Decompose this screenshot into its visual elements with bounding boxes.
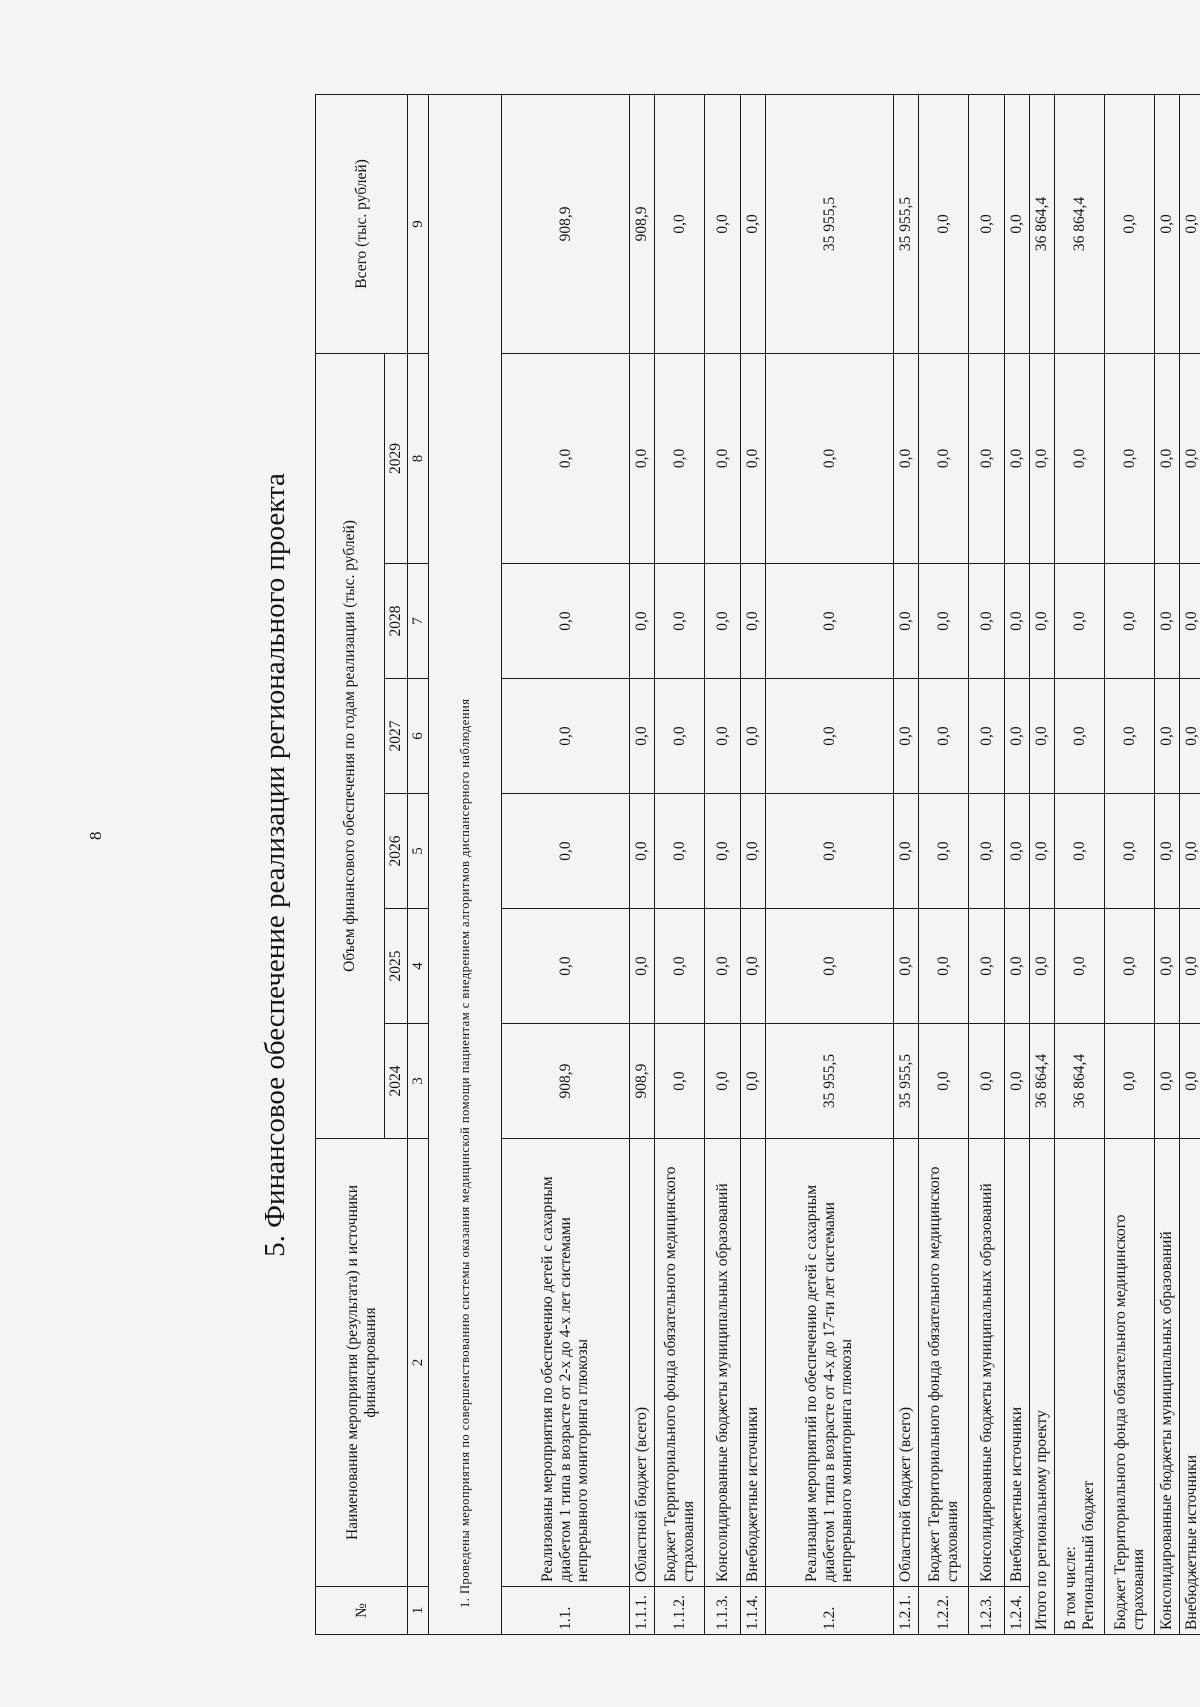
summary-value: 0,0 [1030,794,1055,909]
row-value: 0,0 [969,564,1005,679]
header-year: 2029 [385,353,408,563]
summary-value: 0,0 [1055,679,1105,794]
summary-value: 0,0 [1155,353,1180,563]
header-year: 2027 [385,679,408,794]
row-value: 0,0 [1005,679,1030,794]
row-value: 0,0 [919,564,969,679]
summary-row [1180,94,1200,1634]
summary-value: 0,0 [1180,353,1200,563]
row-value: 0,0 [630,353,655,563]
row-name: Бюджет Территориального фонда обязательного медицинского страхования [919,1139,969,1587]
summary-value: 0,0 [1030,564,1055,679]
row-value: 0,0 [630,794,655,909]
summary-value: 0,0 [1155,1024,1180,1139]
table-row [741,94,766,1634]
header-year: 2024 [385,1024,408,1139]
header-volume: Объем финансового обеспечения по годам реализации (тыс. рублей) [316,353,385,1138]
table-row [969,94,1005,1634]
row-value: 0,0 [502,794,630,909]
row-value: 908,9 [630,1024,655,1139]
row-value: 0,0 [919,1024,969,1139]
row-value: 0,0 [502,353,630,563]
row-value: 0,0 [969,679,1005,794]
row-value: 0,0 [705,353,741,563]
row-value: 0,0 [919,909,969,1024]
row-total: 908,9 [630,94,655,353]
row-total: 0,0 [705,94,741,353]
column-number: 1 [408,1587,429,1635]
row-number: 1.1.1. [630,1587,655,1635]
row-number: 1.2.1. [894,1587,919,1635]
row-value: 0,0 [705,564,741,679]
summary-total: 36 864,4 [1055,94,1105,353]
summary-value: 0,0 [1155,679,1180,794]
row-number: 1.2. [766,1587,894,1635]
row-value: 0,0 [630,564,655,679]
row-value: 0,0 [655,1024,705,1139]
row-value: 0,0 [655,679,705,794]
summary-value: 0,0 [1105,679,1155,794]
column-number: 7 [408,564,429,679]
summary-row [1155,94,1180,1634]
row-value: 0,0 [741,794,766,909]
row-value: 0,0 [630,679,655,794]
summary-value: 0,0 [1105,564,1155,679]
table-row [705,94,741,1634]
row-value: 0,0 [766,679,894,794]
summary-value: 0,0 [1180,564,1200,679]
row-name: Внебюджетные источники [741,1139,766,1587]
summary-row [1105,94,1155,1634]
column-numbers-row [408,94,429,1634]
row-value: 0,0 [969,1024,1005,1139]
row-value: 0,0 [894,679,919,794]
row-number: 1.2.2. [919,1587,969,1635]
summary-row [1055,94,1105,1634]
row-value: 0,0 [894,794,919,909]
header-year: 2026 [385,794,408,909]
summary-total: 36 864,4 [1030,94,1055,353]
row-total: 35 955,5 [894,94,919,353]
row-value: 0,0 [655,909,705,1024]
row-value: 0,0 [502,909,630,1024]
row-value: 0,0 [919,794,969,909]
row-value: 35 955,5 [894,1024,919,1139]
header-year: 2025 [385,909,408,1024]
row-value: 0,0 [766,353,894,563]
summary-value: 0,0 [1055,909,1105,1024]
section-row [429,94,502,1634]
summary-value: 0,0 [1030,353,1055,563]
row-value: 0,0 [741,909,766,1024]
header-no: № [316,1587,408,1635]
summary-value: 0,0 [1155,794,1180,909]
row-value: 0,0 [919,353,969,563]
row-number: 1.2.4. [1005,1587,1030,1635]
summary-value: 0,0 [1155,564,1180,679]
column-number: 5 [408,794,429,909]
financing-table [315,94,1200,1635]
row-value: 0,0 [741,353,766,563]
row-value: 0,0 [655,353,705,563]
summary-value: 0,0 [1180,794,1200,909]
row-total: 0,0 [969,94,1005,353]
row-value: 0,0 [894,564,919,679]
row-value: 908,9 [502,1024,630,1139]
row-value: 0,0 [766,564,894,679]
row-value: 0,0 [655,794,705,909]
row-value: 0,0 [1005,353,1030,563]
summary-total: 0,0 [1155,94,1180,353]
row-total: 908,9 [502,94,630,353]
summary-value: 0,0 [1105,794,1155,909]
row-name: Областной бюджет (всего) [894,1139,919,1587]
summary-value: 0,0 [1030,909,1055,1024]
summary-name: Итого по региональному проекту [1030,1139,1055,1635]
summary-total: 0,0 [1180,94,1200,353]
header-total: Всего (тыс. рублей) [316,94,408,353]
row-name: Консолидированные бюджеты муниципальных образований [705,1139,741,1587]
row-value: 0,0 [919,679,969,794]
summary-value: 0,0 [1030,679,1055,794]
row-value: 0,0 [1005,564,1030,679]
row-value: 0,0 [766,794,894,909]
row-value: 0,0 [502,679,630,794]
row-value: 0,0 [705,794,741,909]
table-row [766,94,894,1634]
row-value: 0,0 [502,564,630,679]
summary-value: 36 864,4 [1030,1024,1055,1139]
page-number: 8 [86,831,105,840]
column-number: 9 [408,94,429,353]
header-row-1 [316,94,385,1634]
row-value: 0,0 [969,909,1005,1024]
summary-value: 36 864,4 [1055,1024,1105,1139]
column-number: 6 [408,679,429,794]
document-title: 5. Финансовое обеспечение реализации регионального проекта [259,473,291,1257]
row-value: 0,0 [969,353,1005,563]
row-value: 0,0 [741,1024,766,1139]
row-name: Областной бюджет (всего) [630,1139,655,1587]
summary-name [1055,1139,1105,1635]
row-total: 0,0 [655,94,705,353]
summary-value: 0,0 [1055,353,1105,563]
row-number: 1.1. [502,1587,630,1635]
summary-row [1030,94,1055,1634]
rotated-content [245,95,1200,1635]
row-value: 0,0 [894,909,919,1024]
header-year: 2028 [385,564,408,679]
row-name: Бюджет Территориального фонда обязательного медицинского страхования [655,1139,705,1587]
row-value: 0,0 [1005,794,1030,909]
column-number: 2 [408,1139,429,1587]
section-title: 1. Проведены мероприятия по совершенствованию системы оказания медицинской помощи пациентам с внедрением алгоритмов диспансерного наблюдения [429,94,502,1634]
summary-name: Внебюджетные источники [1180,1139,1200,1635]
summary-value: 0,0 [1105,1024,1155,1139]
row-value: 0,0 [894,353,919,563]
row-value: 0,0 [969,794,1005,909]
row-value: 35 955,5 [766,1024,894,1139]
summary-name: Бюджет Территориального фонда обязательного медицинского страхования [1105,1139,1155,1635]
table-row [894,94,919,1634]
row-number: 1.2.3. [969,1587,1005,1635]
summary-value: 0,0 [1105,353,1155,563]
row-total: 35 955,5 [766,94,894,353]
summary-value: 0,0 [1180,1024,1200,1139]
summary-value: 0,0 [1180,679,1200,794]
row-value: 0,0 [1005,909,1030,1024]
row-name: Реализация мероприятий по обеспечению детей с сахарным диабетом 1 типа в возрасте от 4-х до 17-ти лет системами непрерывного мониторинга глюкозы [766,1139,894,1587]
row-value: 0,0 [741,679,766,794]
summary-value: 0,0 [1155,909,1180,1024]
summary-value: 0,0 [1055,794,1105,909]
column-number: 8 [408,353,429,563]
row-value: 0,0 [655,564,705,679]
row-number: 1.1.2. [655,1587,705,1635]
row-total: 0,0 [741,94,766,353]
header-name: Наименование мероприятия (результата) и источники финансирования [316,1139,408,1587]
row-name: Внебюджетные источники [1005,1139,1030,1587]
row-value: 0,0 [705,1024,741,1139]
row-number: 1.1.3. [705,1587,741,1635]
row-value: 0,0 [705,909,741,1024]
row-value: 0,0 [705,679,741,794]
table-row [502,94,630,1634]
row-name: Консолидированные бюджеты муниципальных образований [969,1139,1005,1587]
row-total: 0,0 [919,94,969,353]
table-row [1005,94,1030,1634]
table-row [655,94,705,1634]
summary-value: 0,0 [1105,909,1155,1024]
row-name: Реализованы мероприятия по обеспечению детей с сахарным диабетом 1 типа в возрасте от 2-х до 4-х лет системами непрерывного мониторинга глюкозы [502,1139,630,1587]
summary-name-line: В том числе: [1062,1546,1080,1630]
row-value: 0,0 [741,564,766,679]
summary-total: 0,0 [1105,94,1155,353]
summary-name-line: Региональный бюджет [1079,1480,1097,1630]
row-value: 0,0 [630,909,655,1024]
column-number: 3 [408,1024,429,1139]
summary-name: Консолидированные бюджеты муниципальных образований [1155,1139,1180,1635]
table-row [919,94,969,1634]
summary-value: 0,0 [1180,909,1200,1024]
table-row [630,94,655,1634]
row-value: 0,0 [1005,1024,1030,1139]
row-value: 0,0 [766,909,894,1024]
summary-value: 0,0 [1055,564,1105,679]
column-number: 4 [408,909,429,1024]
row-total: 0,0 [1005,94,1030,353]
row-number: 1.1.4. [741,1587,766,1635]
